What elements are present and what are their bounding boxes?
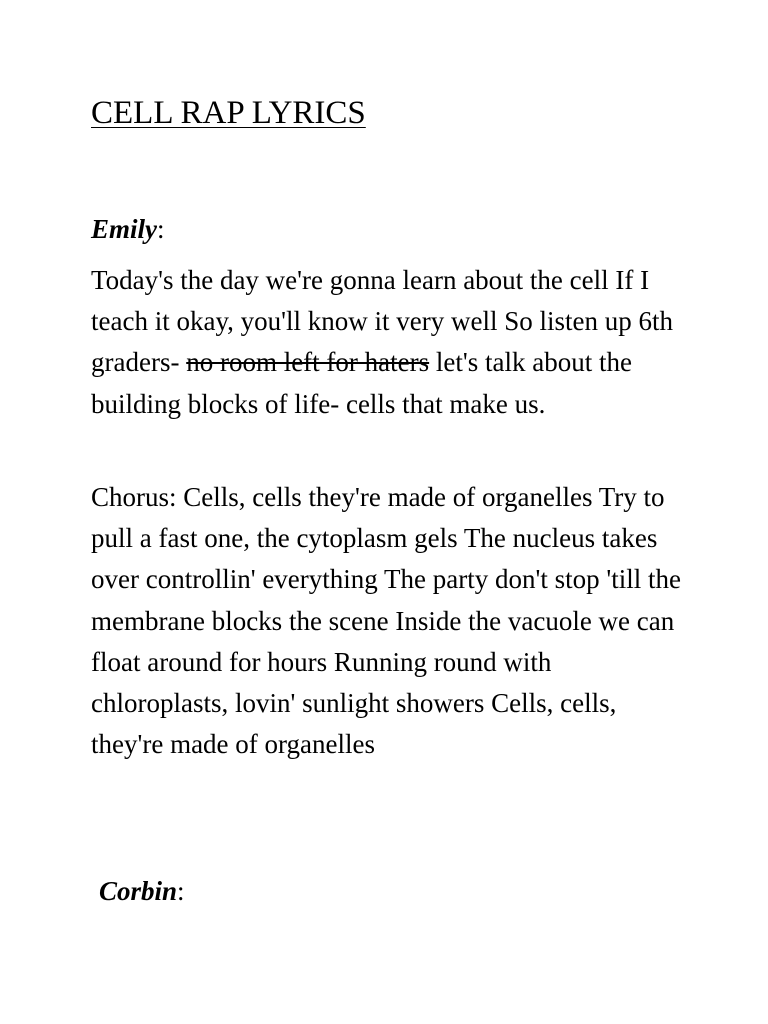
speaker-name: Emily [91,214,157,244]
speaker-label-corbin [99,873,185,909]
speaker-colon: : [177,876,185,906]
chorus-paragraph: Chorus: Cells, cells they're made of organelles Try to pull a fast one, the cytoplasm gels The nucleus takes over controllin' everything The party don't stop 'till the membrane blocks the scene Inside the vacuole we can float around for hours Running round with chloroplasts, lovin' sunlight showers Cells, cells, they're made of organelles [91,482,681,760]
speaker-name: Corbin [99,876,178,906]
verse-text-end: let's talk about the building blocks of life- cells that make us. [91,347,632,419]
document-title: CELL RAP LYRICS [91,95,366,131]
verse-paragraph [91,260,691,425]
speaker-colon: : [157,214,165,244]
struck-through-text: no room left for haters [186,347,430,378]
verse-text-start: Today's the day we're gonna learn about the cell If I teach it okay, you'll know it very well So listen up 6th graders- [91,265,674,378]
speaker-label-emily [91,211,165,247]
